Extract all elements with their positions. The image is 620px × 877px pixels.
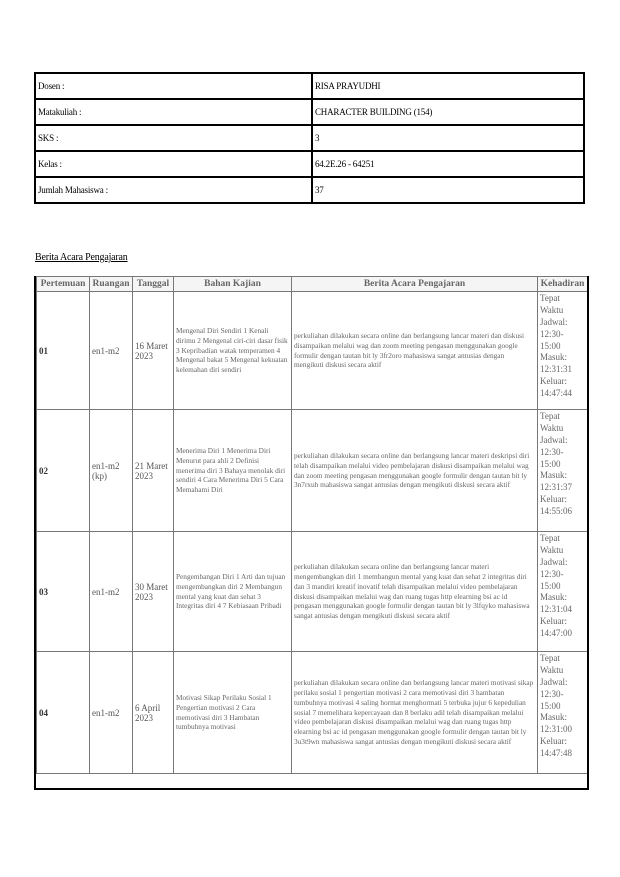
- attendance-line: 12:30-: [540, 568, 564, 579]
- attendance-line: 15:00: [540, 340, 561, 351]
- info-value: RISA PRAYUDHI: [312, 73, 584, 99]
- attendance-line: Keluar:: [540, 616, 567, 627]
- column-header: Ruangan: [90, 277, 133, 292]
- info-label: Jumlah Mahasiswa :: [35, 177, 312, 203]
- attendance-line: 14:47:44: [540, 388, 573, 398]
- topic: Mengenal Diri Sendiri 1 Kenali dirimu 2 Mengenal ciri-ciri dasar fisik 3 Kepribadian watak temperamen 4 Mengenal bakat 5 Mengenal kekuatan kelemahan diri sendiri: [174, 292, 292, 410]
- attendance-line: Waktu: [540, 544, 564, 555]
- teaching-report: perkuliahan dilakukan secara online dan berlangsung lancar materi deskripsi diri telah disampaikan melalui video pembelajaran diskusi disampaikan melalui wag dan zoom meeting pengasan menggunakan google formulir dengan tautan bit ly 3n7rxuh mahasiswa sangat antusias dengan mengikuti diskusi secara aktif: [292, 410, 538, 532]
- column-header: Berita Acara Pengajaran: [292, 277, 538, 292]
- attendance: [538, 292, 588, 410]
- info-row: [35, 151, 584, 177]
- info-row: [35, 73, 584, 99]
- attendance-line: 12:30-: [540, 328, 564, 339]
- course-info-table: [34, 72, 585, 204]
- table-row: [37, 652, 588, 774]
- attendance-line: 12:31:04: [540, 604, 573, 615]
- teaching-report: perkuliahan dilakukan secara online dan berlangsung lancar materi mengembangkan diri 1 membangun mental yang kuat dan sehat 2 integritas diri dan 3 mandiri kreatif inovatif telah disampaikan melalui video pembelajaran diskusi disampaikan melalui wag dan ruang tugas http elearning bsi ac id pengasan menggunakan google formulir dengan tautan bit ly 3lfqyko mahasiswa sangat antusias dengan mengikuti diskusi secara aktif: [292, 532, 538, 652]
- attendance-line: Masuk:: [540, 352, 567, 363]
- attendance-line: Waktu: [540, 422, 564, 433]
- date: 6 April 2023: [133, 652, 174, 774]
- attendance-line: Jadwal:: [540, 556, 568, 567]
- column-header: Bahan Kajian: [174, 277, 292, 292]
- topic: Pengembangan Diri 1 Arti dan tujuan mengembangkan diri 2 Membangun mental yang kuat dan sehat 3 Integritas diri 4 7 Kebiasaan Pribadi: [174, 532, 292, 652]
- attendance-line: 12:31:37: [540, 482, 573, 493]
- info-row: [35, 125, 584, 151]
- attendance-line: Tepat: [540, 653, 560, 663]
- meeting-number: 01: [37, 292, 90, 410]
- attendance: [538, 532, 588, 652]
- room: en1-m2 (kp): [90, 410, 133, 532]
- attendance: [538, 652, 588, 774]
- meeting-number: 04: [37, 652, 90, 774]
- schedule-table: [36, 276, 588, 774]
- schedule-table-wrapper: [34, 276, 589, 790]
- attendance-line: Jadwal:: [540, 434, 568, 445]
- info-row: [35, 99, 584, 125]
- attendance-line: Waktu: [540, 304, 564, 315]
- table-row: [37, 410, 588, 532]
- table-header-row: [37, 277, 588, 292]
- table-row: [37, 292, 588, 410]
- attendance-line: Jadwal:: [540, 316, 568, 327]
- teaching-report: perkuliahan dilakukan secara online dan berlangsung lancar materi motivasi sikap perilaku sosial 1 pengertian motivasi 2 cara memotivasi diri 3 hambatan tumbuhnya motivasi 4 saling hormat menghormati 5 terbuka jujur 6 kepedulian sosial 7 memelihara kepercayaan dan 8 berlaku adil telah disampaikan melalui video pembelajaran diskusi disampaikan melalui wag dan ruang tugas http elearning bsi ac id pengasan menggunakan google formulir dengan tautan bit ly 3u3t9wn mahasiswa sangat antusias dengan mengikuti diskusi secara aktif: [292, 652, 538, 774]
- meeting-number: 03: [37, 532, 90, 652]
- attendance-line: Tepat: [540, 533, 560, 543]
- date: 21 Maret 2023: [133, 410, 174, 532]
- attendance-line: 12:31:31: [540, 364, 573, 375]
- attendance-line: Keluar:: [540, 376, 567, 387]
- topic: Menerima Diri 1 Menerima Diri Menurut para ahli 2 Definisi menerima diri 3 Bahaya menolak diri sendiri 4 Cara Menerima Diri 5 Cara Memahami Diri: [174, 410, 292, 532]
- teaching-report: perkuliahan dilakukan secara online dan berlangsung lancar materi dan diskusi disampaikan melalui wag dan zoom meeting pengasan menggunakan google formulir dengan tautan bit ly 3fr2oro mahasiswa sangat antusias dengan mengikuti diskusi secara aktif: [292, 292, 538, 410]
- attendance: [538, 410, 588, 532]
- date: 30 Maret 2023: [133, 532, 174, 652]
- attendance-line: Tepat: [540, 411, 560, 421]
- attendance-line: Keluar:: [540, 736, 567, 747]
- room: en1-m2: [90, 292, 133, 410]
- attendance-line: 15:00: [540, 458, 561, 469]
- column-header: Kehadiran: [538, 277, 588, 292]
- attendance-line: Masuk:: [540, 712, 567, 723]
- attendance-line: 14:47:48: [540, 748, 573, 758]
- info-label: SKS :: [35, 125, 312, 151]
- column-header: Pertemuan: [37, 277, 90, 292]
- info-value: 64.2E.26 - 64251: [312, 151, 584, 177]
- attendance-line: Masuk:: [540, 470, 567, 481]
- meeting-number: 02: [37, 410, 90, 532]
- info-value: 3: [312, 125, 584, 151]
- info-row: [35, 177, 584, 203]
- info-value: 37: [312, 177, 584, 203]
- date: 16 Maret 2023: [133, 292, 174, 410]
- attendance-line: Keluar:: [540, 494, 567, 505]
- attendance-line: 15:00: [540, 700, 561, 711]
- section-title: Berita Acara Pengajaran: [35, 252, 128, 263]
- attendance-line: Masuk:: [540, 592, 567, 603]
- attendance-line: Waktu: [540, 664, 564, 675]
- info-label: Matakuliah :: [35, 99, 312, 125]
- room: en1-m2: [90, 652, 133, 774]
- attendance-line: 12:30-: [540, 446, 564, 457]
- topic: Motivasi Sikap Perilaku Sosial 1 Pengertian motivasi 2 Cara memotivasi diri 3 Hambatan tumbuhnya motivasi: [174, 652, 292, 774]
- attendance-line: 14:55:06: [540, 506, 573, 516]
- attendance-line: Tepat: [540, 293, 560, 303]
- attendance-line: 12:30-: [540, 688, 564, 699]
- column-header: Tanggal: [133, 277, 174, 292]
- table-row: [37, 532, 588, 652]
- attendance-line: 14:47:00: [540, 628, 573, 638]
- room: en1-m2: [90, 532, 133, 652]
- attendance-line: Jadwal:: [540, 676, 568, 687]
- info-label: Dosen :: [35, 73, 312, 99]
- info-label: Kelas :: [35, 151, 312, 177]
- info-value: CHARACTER BUILDING (154): [312, 99, 584, 125]
- attendance-line: 15:00: [540, 580, 561, 591]
- attendance-line: 12:31:00: [540, 724, 573, 735]
